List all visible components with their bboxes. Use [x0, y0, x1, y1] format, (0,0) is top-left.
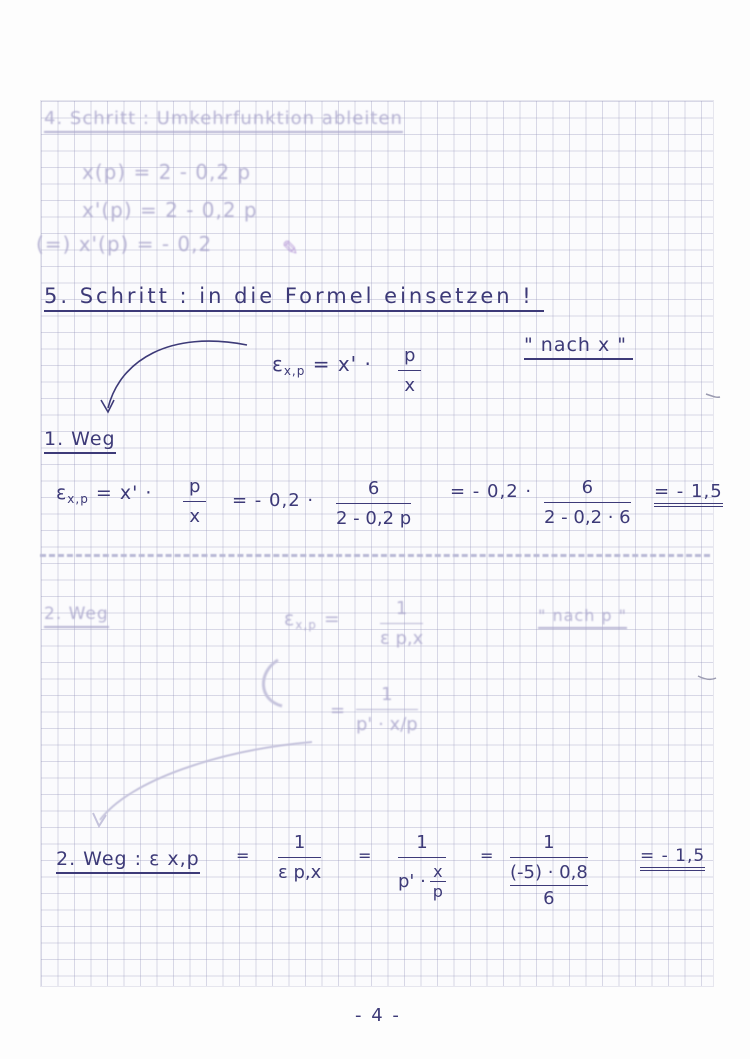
- step4-equation-2: x'(p) = 2 - 0,2 p: [82, 198, 258, 222]
- fraction-denominator-bottom: 6: [543, 888, 555, 909]
- fraction-bar: [510, 857, 588, 858]
- weg1-step2: = - 0,2 ·: [232, 490, 315, 511]
- weg1-fraction-1: [183, 476, 206, 527]
- fraction-denominator-top: (-5) · 0,8: [510, 862, 588, 883]
- fraction-numerator: 1: [543, 832, 555, 853]
- fraction-denominator: ε p,x: [278, 862, 322, 883]
- epsilon-symbol: ε: [56, 482, 68, 504]
- fraction-bar: [336, 503, 411, 504]
- fraction-denominator: ε p,x: [380, 628, 424, 649]
- step4-equation-3: (=) x'(p) = - 0,2: [36, 232, 213, 256]
- weg2-lhs-subscript: x,p: [295, 618, 317, 632]
- fraction-denominator: [398, 860, 446, 901]
- weg1-fraction-3: [544, 477, 631, 528]
- page-number: - 4 -: [355, 1005, 401, 1026]
- weg2-final-eq3: =: [480, 846, 495, 865]
- weg1-lhs: [56, 482, 152, 506]
- step5-heading: 5. Schritt : in die Formel einsetzen !: [44, 284, 544, 312]
- weg2-final-eq2: =: [358, 846, 373, 865]
- fraction-numerator: 6: [581, 477, 594, 498]
- fraction-numerator: p: [189, 476, 201, 497]
- fraction-numerator: 1: [416, 832, 428, 853]
- weg2-final-fraction-3: [510, 832, 588, 909]
- fraction-denominator-prefix: p' ·: [398, 871, 426, 892]
- nested-denominator: p: [432, 882, 443, 901]
- fraction-bar: [183, 501, 206, 502]
- step4-heading: 4. Schritt : Umkehrfunktion ableiten: [44, 108, 403, 133]
- weg2-final-result: = - 1,5: [640, 846, 705, 871]
- note-nach-p: " nach p ": [538, 606, 627, 629]
- fraction-bar: [398, 857, 446, 858]
- fraction-numerator: 1: [381, 684, 393, 705]
- fraction-denominator: x: [189, 506, 201, 527]
- fraction-denominator: 2 - 0,2 p: [336, 508, 412, 529]
- weg2-fraction-2: [356, 684, 418, 735]
- fraction-numerator: 1: [293, 832, 306, 853]
- weg1-fraction-2: [336, 478, 411, 529]
- section-divider: [40, 554, 710, 557]
- fraction-bar: [356, 709, 418, 710]
- formula-subscript: x,p: [283, 364, 306, 378]
- weg1-lhs-subscript: x,p: [67, 492, 89, 506]
- weg2-final-label-text: 2. Weg : ε x,p: [56, 848, 200, 874]
- weg1-step3: = - 0,2 ·: [450, 481, 533, 502]
- weg2-final-label: [56, 848, 200, 870]
- fraction-denominator: x: [404, 375, 416, 396]
- fraction-numerator: 1: [395, 598, 408, 619]
- formula-middle: = x' ·: [312, 352, 372, 376]
- note-nach-x: " nach x ": [524, 334, 633, 360]
- weg2-label: 2. Weg: [44, 604, 109, 628]
- epsilon-symbol: ε: [284, 608, 296, 630]
- scribble-mark: ✎: [282, 236, 300, 260]
- nested-fraction: [430, 862, 446, 901]
- weg1-result: = - 1,5: [654, 481, 723, 507]
- weg1-eq: = x' ·: [95, 482, 153, 504]
- nested-bar: [510, 885, 588, 886]
- fraction-denominator: 2 - 0,2 · 6: [544, 507, 631, 528]
- weg2-eq: =: [323, 608, 341, 630]
- fraction-numerator: 6: [367, 478, 380, 499]
- fraction-bar: [544, 502, 631, 503]
- weg2-final-fraction-1: [278, 832, 321, 883]
- fraction-bar: [278, 857, 321, 858]
- fraction-denominator: [510, 860, 588, 909]
- fraction-bar: [380, 623, 423, 624]
- epsilon-symbol: ε: [272, 352, 284, 376]
- weg1-label: 1. Weg: [44, 428, 116, 454]
- weg2-fraction-1: [380, 598, 423, 649]
- nested-numerator: x: [433, 862, 443, 881]
- weg2-arrow-eq: =: [330, 700, 347, 721]
- weg2-final-eq1: =: [236, 846, 251, 865]
- weg2-final-fraction-2: [398, 832, 446, 901]
- fraction-denominator: p' · x/p: [356, 714, 418, 735]
- step4-equation-1: x(p) = 2 - 0,2 p: [82, 160, 252, 184]
- weg2-lhs: [284, 608, 341, 632]
- fraction-numerator: p: [404, 345, 416, 366]
